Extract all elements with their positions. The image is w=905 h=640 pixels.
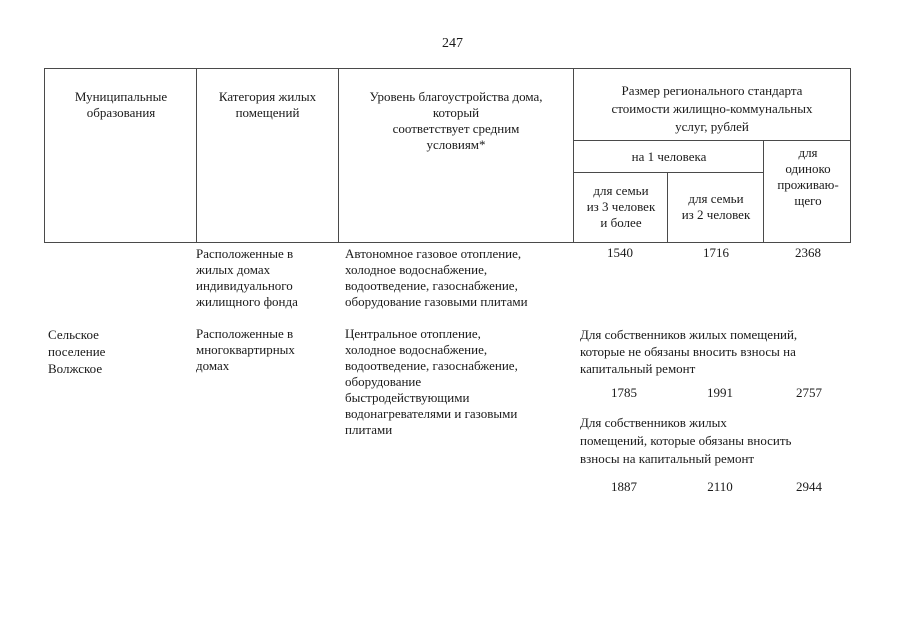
row-1-category: Расположенные в жилых домах индивидуального жилищного фонда [196,246,298,309]
header-municipality: Муниципальные образования [74,89,168,120]
row-2-note-not-obliged: Для собственников жилых помещений, которые не обязаны вносить взносы на капитальный ремонт [580,327,798,376]
row-1-family2-value: 1716 [703,245,729,260]
header-divider-1 [196,68,197,243]
header-divider-3 [573,68,574,243]
row-1-single-value: 2368 [795,245,821,260]
header-level: Уровень благоустройства дома, который соответствует средним условиям* [369,89,543,152]
header-divider-2 [338,68,339,243]
row-2-a-family2-value: 1991 [707,385,733,400]
header-family3: для семьи из 3 человек и более [586,183,656,230]
page-number: 247 [442,36,463,51]
row-2-municipality: Сельское поселение Волжское [48,327,106,376]
header-top-border [44,68,851,69]
row-2-a-single-value: 2757 [796,385,822,400]
row-2-note-obliged: Для собственников жилых помещений, которые обязаны вносить взносы на капитальный ремонт [580,415,792,466]
row-1-family3-value: 1540 [607,245,633,260]
header-divider-5 [763,140,764,243]
row-1-level: Автономное газовое отопление, холодное водоснабжение, водоотведение, газоснабжение, оборудование газовыми плитами [345,246,528,309]
row-2-b-family3-value: 1887 [611,479,637,494]
row-2-b-family2-value: 2110 [707,479,733,494]
header-bottom-border [44,242,851,243]
header-category: Категория жилых помещений [218,89,317,120]
header-left-border [44,68,45,243]
header-standard: Размер регионального стандарта стоимости жилищно-коммунальных услуг, рублей [611,83,813,134]
header-single: для одиноко проживаю- щего [777,145,839,208]
per-person-subheader-border [573,172,763,173]
standard-subheader-border [573,140,851,141]
row-2-level: Центральное отопление, холодное водоснабжение, водоотведение, газоснабжение, оборудование быстродействующими водонагревателями и газовыми плитами [345,326,518,437]
row-2-b-single-value: 2944 [796,479,822,494]
header-family2: для семьи из 2 человек [681,191,751,222]
row-2-category: Расположенные в многоквартирных домах [196,326,295,373]
header-right-border [850,68,851,243]
row-2-a-family3-value: 1785 [611,385,637,400]
header-divider-4 [667,172,668,243]
header-per-person: на 1 человека [631,149,707,164]
